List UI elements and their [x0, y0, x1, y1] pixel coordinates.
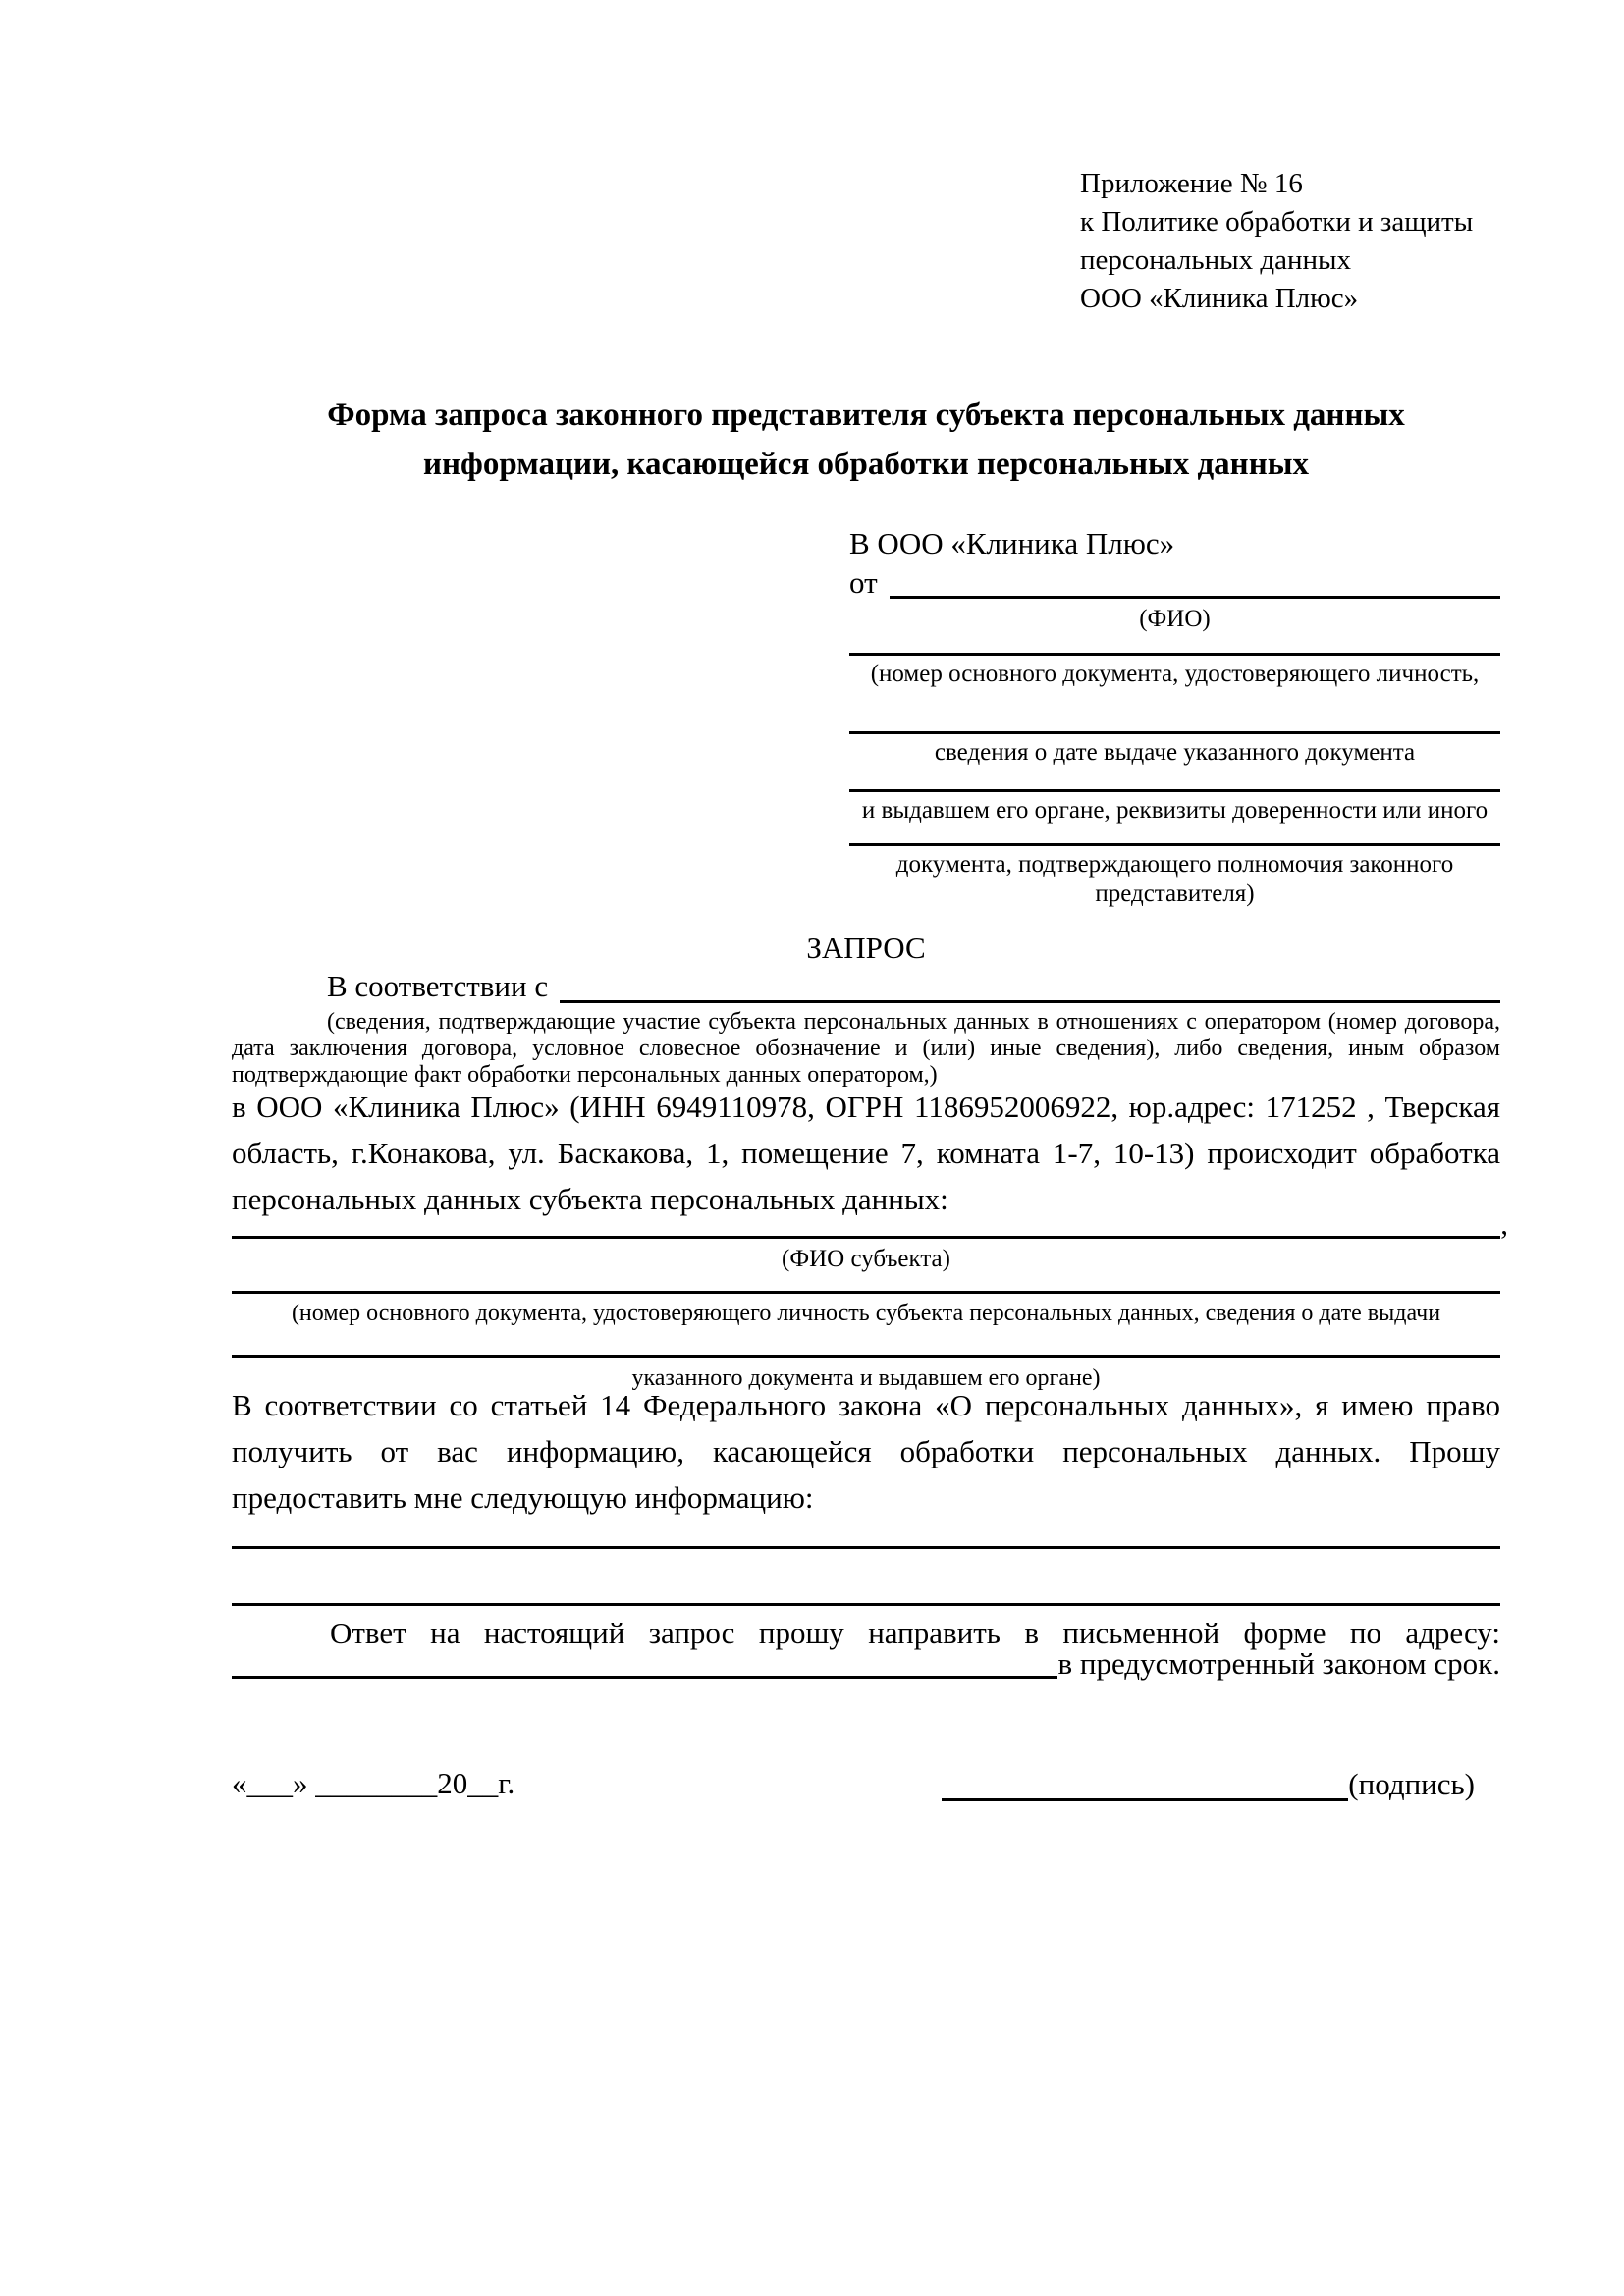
from-blank-line — [890, 564, 1500, 599]
footer-row — [232, 1762, 1500, 1801]
blank-line — [849, 789, 1500, 792]
form-title — [232, 391, 1500, 489]
annex-line: персональных данных — [1080, 244, 1352, 276]
addressee-organization: В ООО «Клиника Плюс» — [849, 526, 1175, 561]
signature-group — [942, 1762, 1500, 1801]
blank-line-caption: и выдавшем его органе, реквизиты доверенности или иного — [861, 797, 1489, 824]
blank-line — [232, 1355, 1500, 1358]
from-label: от — [849, 565, 878, 600]
blank-line-caption: сведения о дате выдаче указанного документа — [934, 739, 1416, 766]
signature-blank-line — [942, 1759, 1348, 1801]
date-line: «___» ________20__г. — [232, 1766, 515, 1800]
subject-name-blank-line — [232, 1201, 1500, 1239]
blank-line — [232, 1291, 1500, 1294]
subject-name-row — [232, 1203, 1508, 1239]
reply-address-blank-line — [232, 1646, 1057, 1679]
fio-caption: (ФИО) — [1139, 606, 1211, 632]
accordance-blank-line — [560, 967, 1500, 1003]
operator-paragraph: в ООО «Клиника Плюс» (ИНН 6949110978, ОГРН 1186952006922, юр.адрес: 171252 , Тверская область, г.Конакова, ул. Баскакова, 1, помещение 7, комната 1-7, 10-13) происходит обработка персональных данных субъекта персональных данных: — [232, 1090, 1500, 1216]
annex-line: к Политике обработки и защиты — [1080, 206, 1474, 238]
accordance-label: В соответствии с — [327, 969, 549, 1003]
request-heading: ЗАПРОС — [806, 931, 926, 965]
form-title-line: Форма запроса законного представителя субъекта персональных данных — [327, 398, 1405, 433]
basis-caption: (сведения, подтверждающие участие субъекта персональных данных в отношениях с оператором (номер договора, дата заключения договора, условное словесное обозначение и (или) иные сведения), либо сведения, иным образом подтверждающие факт обработки персональных данных оператором,) — [232, 1009, 1500, 1088]
accordance-row — [232, 970, 1500, 1003]
annex-line: Приложение № 16 — [1080, 168, 1303, 199]
law-paragraph: В соответствии со статьей 14 Федерального закона «О персональных данных», я имею право получить от вас информацию, касающейся обработки персональных данных. Прошу предоставить мне следующую информацию: — [232, 1388, 1500, 1515]
reply-tail: в предусмотренный законом срок. — [1057, 1646, 1500, 1681]
subject-line-comma: , — [1500, 1206, 1508, 1241]
blank-line — [232, 1546, 1500, 1549]
reply-address-row — [232, 1646, 1500, 1681]
subject-doc-caption: указанного документа и выдавшем его органе) — [631, 1365, 1101, 1391]
blank-line — [232, 1603, 1500, 1606]
annex-line: ООО «Клиника Плюс» — [1080, 283, 1359, 314]
blank-line — [849, 731, 1500, 734]
blank-line — [849, 843, 1500, 846]
blank-line-caption: документа, подтверждающего полномочия законного представителя) — [895, 851, 1454, 907]
from-row — [849, 567, 1500, 599]
reply-paragraph: Ответ на настоящий запрос прошу направить в письменной форме по адресу: — [330, 1616, 1500, 1650]
subject-doc-caption: (номер основного документа, удостоверяющего личность субъекта персональных данных, сведения о дате выдачи — [291, 1301, 1441, 1326]
blank-line — [849, 653, 1500, 656]
annex-header — [1080, 165, 1502, 318]
signature-caption: (подпись) — [1348, 1767, 1475, 1801]
form-title-line: информации, касающейся обработки персональных данных — [423, 447, 1309, 482]
blank-line-caption: (номер основного документа, удостоверяющего личность, — [870, 661, 1480, 687]
subject-fio-caption: (ФИО субъекта) — [782, 1246, 950, 1272]
